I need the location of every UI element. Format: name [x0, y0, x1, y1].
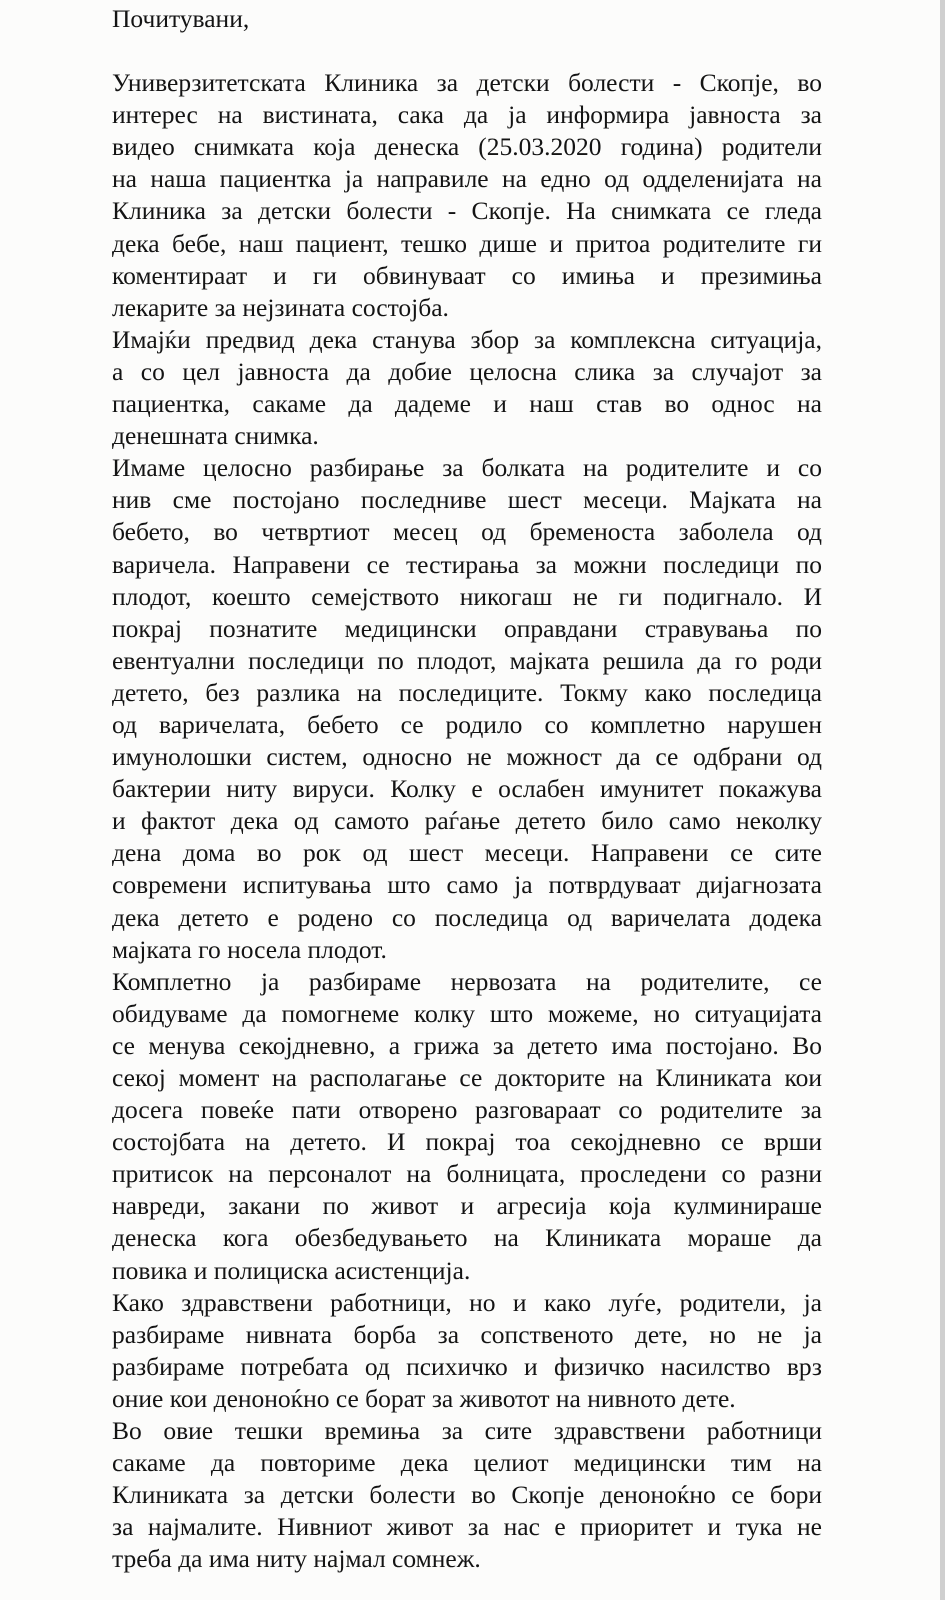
paragraph-understanding [112, 1287, 822, 1415]
text-line: од варичелата, бебето се родило со комплетно нарушен [112, 709, 822, 739]
text-line: оние кои деноноќно се борат за животот на нивното дете. [112, 1383, 736, 1413]
text-line: обидуваме да помогнеме колку што можеме, но ситуацијата [112, 998, 822, 1028]
text-line: а со цел јавноста да добие целосна слика за случајот за [112, 356, 822, 386]
text-line: секој момент на располагање се докторите на Клиниката кои [112, 1063, 822, 1092]
text-line: состојбата на детето. И покрај тоа секојдневно се врши [112, 1127, 822, 1157]
text-line: и фактот дека од самото раѓање детето било само неколку [112, 806, 822, 836]
text-line: Универзитетската Клиника за детски болести - Скопје, во [112, 68, 822, 98]
text-line: Клиника за детски болести - Скопје. На снимката се гледа [112, 196, 822, 226]
salutation: Почитувани, [112, 4, 250, 33]
text-line: плодот, коешто семејството никогаш не ги подигнало. И [112, 581, 822, 611]
text-line: дека бебе, наш пациент, тешко дише и притоа родителите ги [112, 228, 822, 258]
text-line: Комплетно ја разбираме нервозата на родителите, се [112, 966, 822, 996]
text-line: досега повеќе пати отворено разговараат со родителите за [112, 1095, 822, 1125]
text-line: варичела. Направени се тестирања за можни последици по [112, 549, 822, 579]
text-line: сакаме да повториме дека целиот медицински тим на [112, 1448, 822, 1478]
text-line: имунолошки систем, односно не можност да се одбрани од [112, 742, 822, 772]
text-line: разбираме потребата од психичко и физичко насилство врз [112, 1351, 822, 1381]
text-line: денешната снимка. [112, 421, 319, 451]
paragraph-history [112, 452, 822, 966]
text-line: современи испитувања што само ја потврдуваат дијагнозата [112, 870, 822, 900]
text-line: дека детето е родено со последица од варичелата додека [112, 902, 822, 932]
text-line: на наша пациентка ја направиле на едно од одделенијата на [112, 164, 822, 194]
text-line: евентуални последици по плодот, мајката решила да го роди [112, 645, 822, 675]
text-line: покрај познатите медицински оправдани стравувања по [112, 613, 822, 643]
text-line: за најмалите. Нивниот живот за нас е приоритет и тука не [112, 1512, 822, 1542]
text-line: бактерии ниту вируси. Колку е ослабен имунитет покажува [112, 774, 822, 804]
text-line: пациентка, сакаме да дадеме и наш став во однос на [112, 389, 822, 419]
text-line: коментираат и ги обвинуваат со имиња и презимиња [112, 260, 822, 290]
text-line: треба да има ниту најмал сомнеж. [112, 1544, 481, 1574]
text-line: се менува секојдневно, а грижа за детето има постојано. Во [112, 1030, 822, 1060]
text-line: мајката го носела плодот. [112, 934, 387, 964]
text-line: денеска кога обезбедувањето на Клиниката мораше да [112, 1223, 822, 1253]
text-line: интерес на вистината, сака да ја информира јавноста за [112, 100, 822, 130]
paragraph-closing [112, 1415, 822, 1575]
text-line: лекарите за нејзината состојба. [112, 292, 449, 322]
text-line: Имаме целосно разбирање за болката на родителите и со [112, 453, 822, 483]
text-line: детето, без разлика на последиците. Токму како последица [112, 677, 822, 707]
text-line: видео снимката која денеска (25.03.2020 година) родители [112, 132, 822, 162]
text-line: дена дома во рок од шест месеци. Направени се сите [112, 838, 822, 868]
text-line: Во овие тешки времиња за сите здравствени работници [112, 1416, 822, 1446]
text-line: Имајќи предвид дека станува збор за комплексна ситуација, [112, 324, 822, 354]
paragraph-pressure [112, 966, 822, 1287]
text-line: Клиниката за детски болести во Скопје деноноќно се бори [112, 1480, 822, 1510]
paragraph-statement [112, 67, 822, 324]
text-line: притисок на персоналот на болницата, проследени со разни [112, 1159, 822, 1189]
text-line: повика и полициска асистенција. [112, 1255, 471, 1285]
text-line: нив сме постојано последниве шест месеци. Мајката на [112, 485, 822, 515]
text-line: навреди, закани по живот и агресија која кулминираше [112, 1191, 822, 1221]
page-edge [940, 0, 945, 1600]
text-line: разбираме нивната борба за сопственото дете, но не ја [112, 1319, 822, 1349]
paragraph-context [112, 324, 822, 452]
text-line: бебето, во четвртиот месец од бременоста заболела од [112, 517, 822, 547]
letter-body [112, 3, 822, 1576]
text-line: Како здравствени работници, но и како луѓе, родители, ја [112, 1287, 822, 1317]
